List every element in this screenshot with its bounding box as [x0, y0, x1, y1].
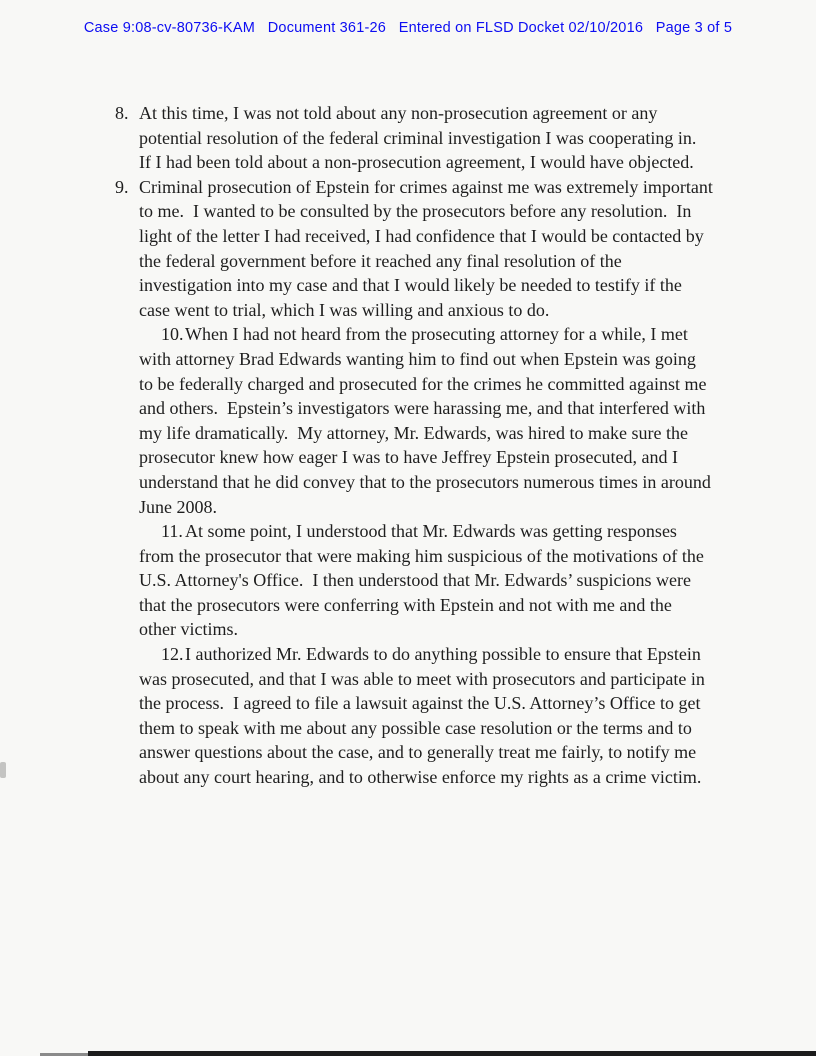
scan-edge-artifact	[88, 1051, 816, 1056]
case-docket-header: Case 9:08-cv-80736-KAM Document 361-26 Entered on FLSD Docket 02/10/2016 Page 3 of 5	[83, 20, 733, 36]
paragraph-text: When I had not heard from the prosecuting attorney for a while, I met with attorney Brad Edwards wanting him to find out when Epstein was going to be federally charged and prosecuted for the crimes he committed against me and others. Epstein’s investigators were harassing me, and that interfered with my life dramatically. My attorney, Mr. Edwards, was hired to make sure the prosecutor knew how eager I was to have Jeffrey Epstein prosecuted, and I understand that he did convey that to the prosecutors numerous times in around June 2008.	[139, 324, 716, 517]
paragraph-text: At this time, I was not told about any non-prosecution agreement or any potential resolution of the federal criminal investigation I was cooperating in. If I had been told about a non-prosecution agreement, I would have objected.	[139, 103, 706, 173]
paragraph-9	[115, 175, 718, 323]
paragraph-text: At some point, I understood that Mr. Edwards was getting responses from the prosecutor that were making him suspicious of the motivations of the U.S. Attorney's Office. I then understood that Mr. Edwards’ suspicions were that the prosecutors were conferring with Epstein and not with me and the other victims.	[139, 521, 709, 640]
paragraph-11	[115, 519, 713, 642]
paragraph-8	[115, 101, 713, 175]
paragraph-number: 8.	[115, 103, 129, 123]
paragraph-text: Criminal prosecution of Epstein for crimes against me was extremely important to me. I wanted to be consulted by the prosecutors before any resolution. In light of the letter I had received, I had confidence that I would be contacted by the federal government before it reached any final resolution of the investigation into my case and that I would likely be needed to testify if the case went to trial, which I was willing and anxious to do.	[139, 176, 718, 320]
paragraph-number: 12.	[161, 644, 184, 665]
paragraph-text: I authorized Mr. Edwards to do anything possible to ensure that Epstein was prosecuted, and that I was able to meet with prosecutors and participate in the process. I agreed to file a lawsuit against the U.S. Attorney’s Office to get them to speak with me about any possible case resolution or the terms and to answer questions about the case, and to generally treat me fairly, to notify me about any court hearing, and to otherwise enforce my rights as a crime victim.	[139, 644, 710, 788]
paragraph-10	[115, 322, 716, 519]
scan-smudge-artifact	[0, 762, 6, 778]
document-body	[115, 101, 718, 790]
paragraph-12	[115, 642, 713, 790]
paragraph-number: 10.	[161, 324, 184, 345]
paragraph-number: 11.	[161, 521, 183, 542]
paragraph-number: 9.	[115, 176, 129, 197]
